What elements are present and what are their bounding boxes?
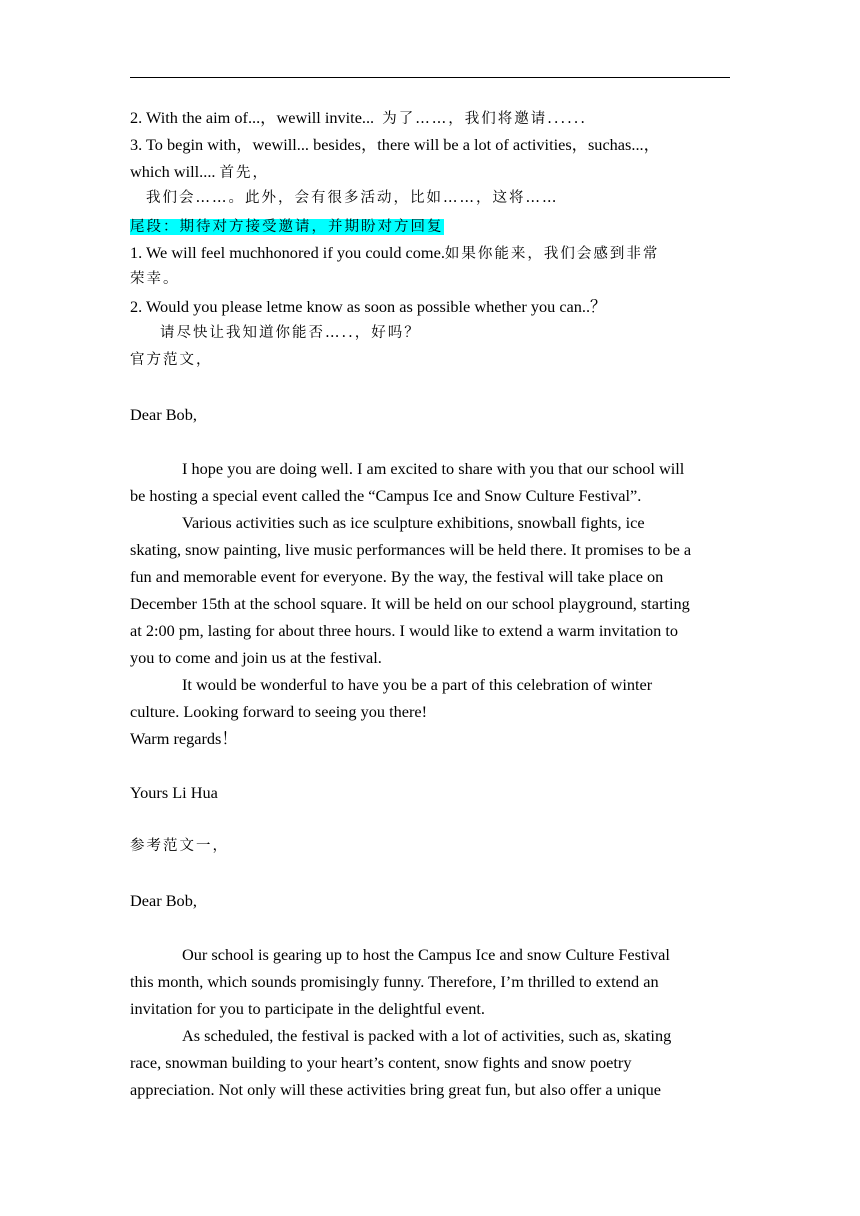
letter1-text-line: be hosting a special event called the “Campus Ice and Snow Culture Festival”. (130, 486, 642, 505)
highlighted-heading: 尾段：期待对方接受邀请，并期盼对方回复 (130, 219, 444, 235)
phrase-line (130, 239, 730, 266)
phrase-cn: 为了……，我们将邀请...... (382, 111, 587, 127)
phrase-en: 2. With the aim of...，wewill invite... (130, 108, 375, 127)
phrase-cn: 如果你能来，我们会感到非常 (444, 246, 660, 262)
section-heading (130, 212, 730, 239)
letter2-text-line: appreciation. Not only will these activities bring great fun, but also offer a unique (130, 1080, 661, 1099)
phrase-cn: 首先， (219, 165, 270, 181)
phrase-translation: 我们会……。此外，会有很多活动，比如……，这将…… (146, 190, 559, 206)
phrase-line (130, 104, 730, 131)
letter2-text-line: this month, which sounds promisingly funny. Therefore, I’m thrilled to extend an (130, 972, 659, 991)
letter1-text-line: December 15th at the school square. It will be held on our school playground, starting (130, 594, 690, 613)
letter1-text-line: culture. Looking forward to seeing you there! (130, 702, 428, 721)
official-sample-label: 官方范文， (130, 352, 213, 368)
letter1-text-line: fun and memorable event for everyone. By the way, the festival will take place on (130, 567, 664, 586)
letter2-text-line: invitation for you to participate in the delightful event. (130, 999, 485, 1018)
letter2-text-line: race, snowman building to your heart’s content, snow fights and snow poetry (130, 1053, 632, 1072)
letter1-text-line: skating, snow painting, live music performances will be held there. It promises to be a (130, 540, 692, 559)
letter2-salutation: Dear Bob, (130, 891, 197, 910)
phrase-en: which will.... (130, 162, 216, 181)
letter1-text-line: Various activities such as ice sculpture exhibitions, snowball fights, ice (182, 513, 645, 532)
letter1-text-line: I hope you are doing well. I am excited to share with you that our school will (182, 459, 685, 478)
letter1-text-line: It would be wonderful to have you be a part of this celebration of winter (182, 675, 653, 694)
reference-sample-label: 参考范文一， (130, 838, 229, 854)
phrase-line: 3. To begin with，wewill... besides，there will be a lot of activities，suchas...， (130, 135, 660, 154)
letter1-text-line: you to come and join us at the festival. (130, 648, 382, 667)
letter1-signature: Yours Li Hua (130, 783, 218, 802)
letter1-closing: Warm regards！ (130, 729, 238, 748)
phrase-line (130, 158, 730, 185)
phrase-line: 2. Would you please letme know as soon as possible whether you can..？ (130, 297, 607, 316)
phrase-translation: 请尽快让我知道你能否…..，好吗？ (160, 325, 421, 341)
header-rule (130, 77, 730, 78)
letter2-text-line: Our school is gearing up to host the Campus Ice and snow Culture Festival (182, 945, 670, 964)
letter2-text-line: As scheduled, the festival is packed with a lot of activities, such as, skating (182, 1026, 672, 1045)
phrase-en: 1. We will feel muchhonored if you could come. (130, 243, 445, 262)
phrase-translation: 荣幸。 (130, 271, 180, 287)
letter1-salutation: Dear Bob, (130, 405, 197, 424)
letter1-text-line: at 2:00 pm, lasting for about three hours. I would like to extend a warm invitation to (130, 621, 679, 640)
document-body (130, 104, 730, 1103)
